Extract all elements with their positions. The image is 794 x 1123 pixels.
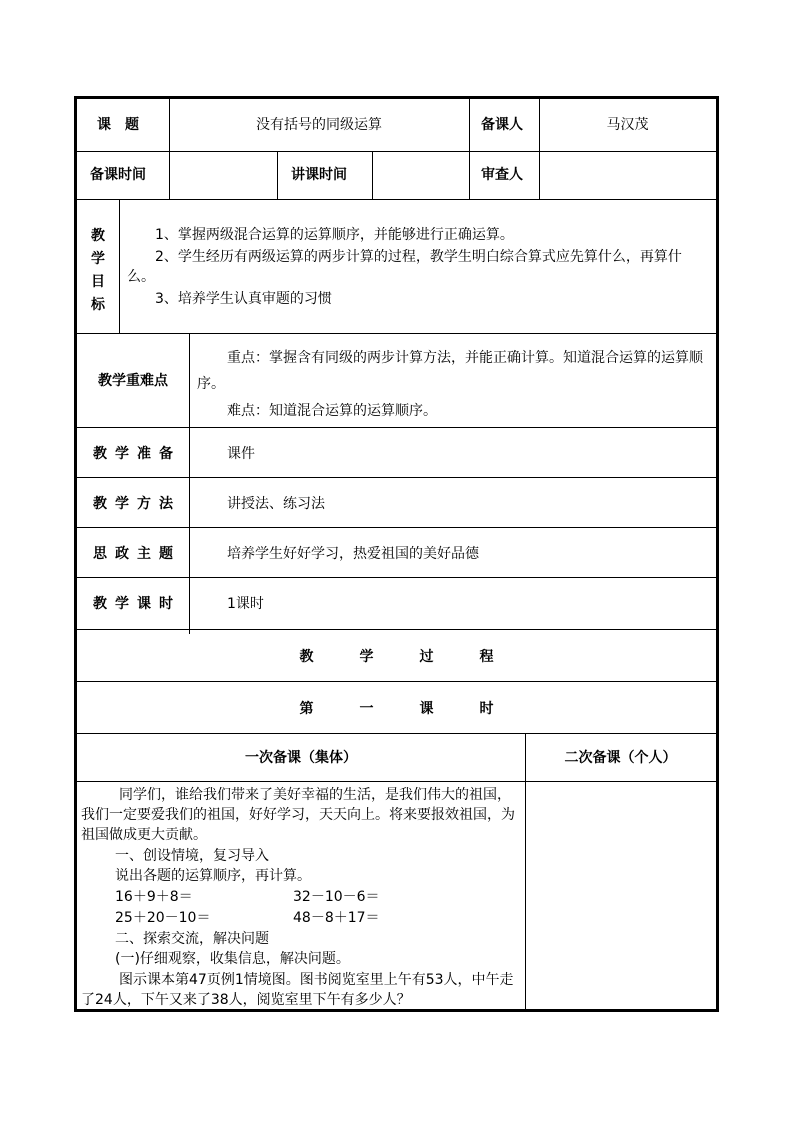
- exercise-2: 32－10－6＝: [293, 889, 380, 905]
- prep-label: 教学准备: [93, 446, 181, 462]
- topic-value: 没有括号的同级运算: [256, 117, 382, 133]
- process-title: 教学过程: [299, 649, 540, 665]
- section-2-heading: 二、探索交流，解决问题: [115, 931, 269, 947]
- method-value: 讲授法、练习法: [227, 496, 325, 512]
- prep-time-label: 备课时间: [90, 167, 146, 183]
- key-focus: 重点：掌握含有同级的两步计算方法，并能正确计算。知道混合运算的运算顺序。: [197, 350, 703, 392]
- example-text: 图示课本第47页例1情境图。图书阅览室里上午有53人，中午走了24人，下午又来了38人，阅览室里下午有多少人？: [81, 972, 514, 1008]
- exercise-3: 25＋20－10＝: [115, 910, 211, 926]
- lecture-time-label: 讲课时间: [291, 167, 347, 183]
- second-prep-header: 二次备课（个人）: [564, 750, 677, 766]
- exercise-1: 16＋9＋8＝: [115, 889, 193, 905]
- reviewer-label: 审查人: [481, 167, 523, 183]
- hours-label: 教学课时: [93, 596, 181, 612]
- instruction-text: 说出各题的运算顺序，再计算。: [115, 868, 311, 884]
- goal-3: 3、培养学生认真审题的习惯: [155, 291, 332, 307]
- key-points-label: 教学重难点: [98, 373, 168, 389]
- method-label: 教学方法: [93, 496, 181, 512]
- hours-value: 1课时: [227, 596, 264, 612]
- step-1-text: (一)仔细观察，收集信息，解决问题。: [115, 951, 350, 967]
- first-prep-header: 一次备课（集体）: [245, 750, 357, 766]
- intro-paragraph: 同学们，谁给我们带来了美好幸福的生活，是我们伟大的祖国，我们一定要爱我们的祖国，好好学习，天天向上。将来要报效祖国，为祖国做成更大贡献。: [81, 787, 515, 843]
- lesson-title: 第一课时: [299, 701, 540, 717]
- goal-1: 1、掌握两级混合运算的运算顺序，并能够进行正确运算。: [155, 227, 514, 243]
- prep-value: 课件: [227, 446, 255, 462]
- ideology-label: 思政主题: [93, 546, 181, 562]
- preparer-label: 备课人: [481, 117, 523, 133]
- section-1-heading: 一、创设情境，复习导入: [115, 848, 269, 864]
- topic-label: 课 题: [97, 117, 139, 133]
- key-difficulty: 难点：知道混合运算的运算顺序。: [227, 403, 437, 419]
- exercise-4: 48－8＋17＝: [293, 910, 380, 926]
- lesson-plan-table: [74, 96, 719, 1012]
- goal-2: 2、学生经历有两级运算的两步计算的过程，教学生明白综合算式应先算什么，再算什么。: [127, 249, 682, 285]
- goals-label: 教 学 目 标: [91, 228, 105, 313]
- ideology-value: 培养学生好好学习，热爱祖国的美好品德: [227, 546, 479, 562]
- preparer-value: 马汉茂: [606, 117, 649, 133]
